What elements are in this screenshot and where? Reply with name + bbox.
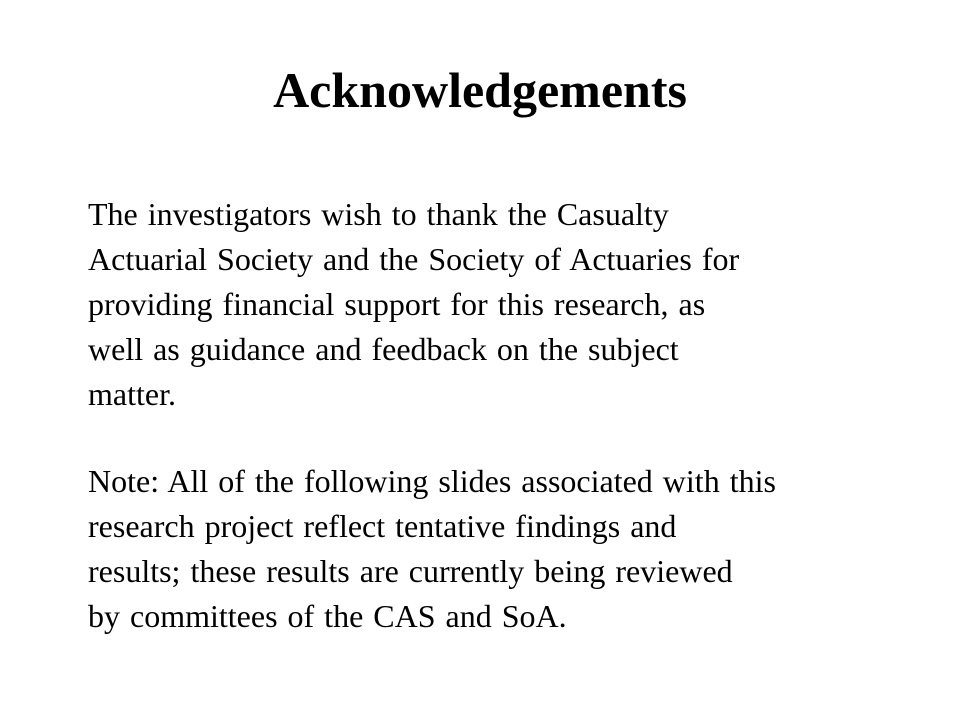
paragraph-line: by committees of the CAS and SoA. bbox=[88, 598, 567, 634]
paragraph-line: Note: All of the following slides associated with this bbox=[88, 463, 776, 499]
slide-body bbox=[88, 192, 888, 639]
paragraph-line: research project reflect tentative findings and bbox=[88, 508, 677, 544]
paragraph-line: matter. bbox=[88, 376, 176, 412]
acknowledgement-paragraph bbox=[88, 192, 888, 417]
note-paragraph bbox=[88, 459, 888, 639]
paragraph-line: results; these results are currently being reviewed bbox=[88, 553, 733, 589]
paragraph-line: providing financial support for this research, as bbox=[88, 286, 706, 322]
slide-title: Acknowledgements bbox=[273, 62, 687, 118]
paragraph-line: well as guidance and feedback on the subject bbox=[88, 331, 679, 367]
paragraph-line: The investigators wish to thank the Casualty bbox=[88, 196, 669, 232]
paragraph-line: Actuarial Society and the Society of Actuaries for bbox=[88, 241, 740, 277]
